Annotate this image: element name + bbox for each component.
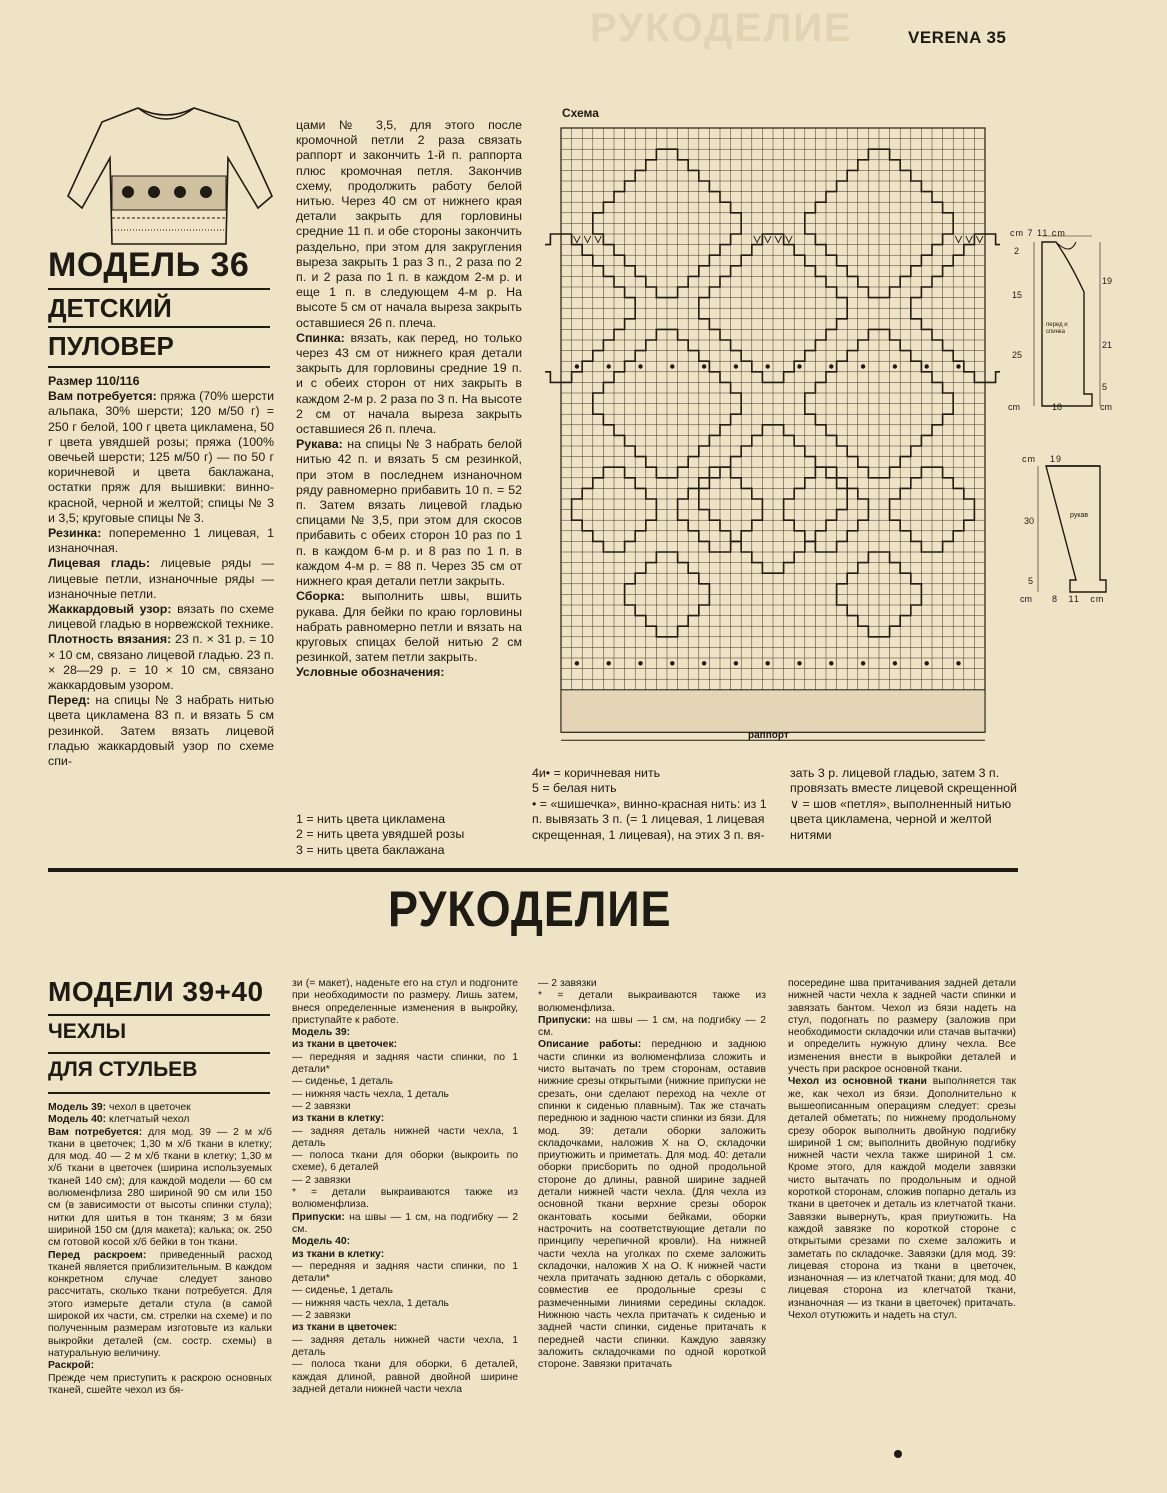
paragraph: [538, 990, 766, 1015]
paragraph-body: — 2 завязки: [292, 1174, 351, 1186]
paragraph-heading: из ткани в цветочек:: [292, 1322, 398, 1334]
dot-mark: [925, 364, 929, 368]
divider: [48, 326, 270, 328]
legend-line: 2 = нить цвета увядшей розы: [296, 827, 465, 842]
paragraph-heading: Сборка:: [296, 589, 345, 604]
front-dim-left-15: 15: [1012, 290, 1023, 300]
paragraph: [48, 526, 274, 556]
paragraph-body: — задняя деталь нижней части чехла, 1 деталь: [292, 1334, 518, 1358]
dot-mark: [607, 661, 611, 665]
paragraph: [292, 1126, 518, 1151]
dot-mark: [797, 661, 801, 665]
front-dim-left-25: 25: [1012, 350, 1023, 360]
dot-mark: [956, 661, 960, 665]
paragraph-body: посередине шва притачивания задней детали нижней части чехла к задней части спинки и завязать бантом. Чехол из бязи надеть на стул, подогнать по размеру (заложив при необходимости складочки или стачав вытачки) и определить нужную длину чехла. Все изменения внести в выкройки деталей и учесть при раскрое основной ткани.: [788, 978, 1016, 1076]
model39-text-col1: [48, 1102, 272, 1397]
sleeve-dim-left-5: 5: [1028, 576, 1034, 586]
legend-line: ∨ = шов «петля», выполненный нитью цвета цикламена, черной и желтой нитями: [790, 796, 1012, 842]
paragraph-body: вязать, как перед, но только через 43 см от нижнего края детали закрыть для горловины средние 19 п. и с обеих сторон от них закрыть в каждом 2-м р. 2 раза по 3 п. На высоте 2 см от начала выреза закрыть оставшиеся 26 п. плеча.: [296, 330, 522, 437]
v-mark: [754, 236, 761, 243]
dot-mark: [638, 364, 642, 368]
paragraph-body: приведенный расход тканей является приблизительным. В каждом конкретном случае следует заново рассчитать, сколько ткани потребуется. Для этого измерьте детали стула (в самой широкой их части, см. стрелки на схеме) и по полученным размерам изготовьте из кальки выкройки деталей (см. состр. схемы) в натуральную величину.: [48, 1249, 272, 1359]
divider: [48, 288, 270, 290]
paragraph-body: цами № 3,5, для этого после кромочной петли 2 раза связать раппорт и закончить 1-й п. раппорта плюс кромочная петля. Закончив схему, продолжить работу белой нитью. Через 40 см от нижнего края детали закрыть для горловины средние 11 п. и обе стороны закончить раздельно, при этом для закругления выреза закрыть 1 раз 3 п., 2 раза по 2 п. и 2 раза по 1 п. в каждом 2-м р. и еще 1 п. в следующем 4-м р. На высоте 5 см от начала выреза закрыть оставшиеся 26 п. плеча.: [296, 118, 522, 330]
paragraph: [48, 1360, 272, 1372]
dot-mark: [861, 661, 865, 665]
legend-col2: [296, 812, 536, 858]
paragraph: [48, 389, 274, 526]
sleeve-dim-bottom: 8 11 cm: [1052, 594, 1105, 604]
sleeve-piece-label: рукав: [1070, 512, 1089, 519]
paragraph: [292, 1298, 518, 1310]
legend-col4: [790, 766, 1022, 843]
dot-mark: [893, 364, 897, 368]
legend-line: 4и• = коричневая нить: [532, 766, 661, 780]
front-dim-right-cm: cm: [1100, 402, 1112, 412]
paragraph: [292, 1285, 518, 1297]
paragraph-heading: Жаккардовый узор:: [48, 602, 172, 617]
paragraph-body: на швы — 1 см, на подгибку — 2 см.: [538, 1014, 766, 1039]
front-dim-left-2: 2: [1014, 246, 1020, 256]
paragraph-body: выполняется так же, как чехол из бязи. Дополнительно к вышеописанным операциям следует: срезы деталей обметать; по нижнему продольному срезу оборок выполнить двойную подгибку шириной 1 см; выполнить двойную подгибку нижней части чехла также шириной 1 см. Кроме этого, для каждой модели завязки чисто вытачать по продольным и одной короткой сторонам, сложив попарно деталь из ткани в цветочек и деталь из клетчатой ткани. Завязки вывернуть, края приутюжить. На каждой завязке по короткой стороне с открытыми срезами по схеме заложить и заметать по складочке. Завязки (для мод. 39: лицевая сторона из ткани в цветочек, изнаночная — из клетчатой ткани; для мод. 40 лицевая сторона из клетчатой ткани, изнаночная — из ткани в цветочек) притачать. Чехол отутюжить и надеть на стул.: [788, 1076, 1016, 1322]
paragraph: [48, 602, 274, 632]
dot-mark: [956, 364, 960, 368]
paragraph-body: переднюю и заднюю части спинки из волюменфлиза сложить и чисто вытачать по трем сторонам, оставив нижние срезы открытыми (нижние припуски не срезать, они сделают переход на чехле от спинки к сиденью плавным). Так же стачать переднюю и заднюю части спинки из бязи. Для мод. 39: детали оборки заложить складочками, наложив X на O, складочки приутюжить и приметать. Для мод. 40: детали оборки присборить по одной продольной стороне до длины, равной ширине задней детали нижней части чехла. (Для чехла из основной ткани верхние срезы оборок окантовать косыми бейками, оборки настрочить на соответствующие детали по принципу черепичной кровли). На нижней части чехла на уголках по схеме заложить складочки, наложив X на O. К нижней части чехла притачать заднюю деталь с оборками, совместив ее продольные срезы с размеченными линиями середины складок. Нижнюю часть чехла притачать к сиденью и задней части спинки, сиденье притачать к передней части спинки. Каждую завязку заложить складочками по одной короткой стороне. Завязки притачать: [538, 1039, 766, 1371]
dot-mark: [893, 661, 897, 665]
paragraph-heading: Перед:: [48, 693, 91, 708]
model39-text-col2: [292, 978, 518, 1396]
model39-subtitle1: ЧЕХЛЫ: [48, 1020, 127, 1043]
paragraph: [292, 1322, 518, 1334]
legend-col3: [532, 766, 772, 843]
model39-title: МОДЕЛИ 39+40: [48, 976, 264, 1007]
paragraph: [48, 1114, 272, 1126]
paragraph: [48, 632, 274, 693]
dot-mark: [670, 661, 674, 665]
paragraph-heading: Размер 110/116: [48, 374, 140, 388]
v-mark: [764, 236, 771, 243]
v-mark: [584, 236, 591, 243]
paragraph-heading: Припуски:: [292, 1211, 345, 1223]
v-mark: [775, 236, 782, 243]
paragraph: [292, 1359, 518, 1396]
legend-line: • = «шишечка», винно-красная нить: из 1 п. вывязать 3 п. (= 1 лицевая, 1 лицевая скрещенная, 1 лицевая), на этих 3 п. вя-: [532, 796, 767, 842]
paragraph: [292, 1089, 518, 1101]
paragraph-body: на швы — 1 см, на подгибку — 2 см.: [292, 1211, 518, 1235]
paragraph-body: — сиденье, 1 деталь: [292, 1285, 393, 1297]
paragraph-body: — полоса ткани для оборки, 6 деталей, каждая длиной, равной двойной ширине задней детали нижней части чехла: [292, 1359, 518, 1395]
front-piece-label: перед и спинка: [1046, 322, 1068, 335]
divider: [48, 1052, 270, 1054]
paragraph-heading: из ткани в клетку:: [292, 1113, 385, 1125]
paragraph: [48, 1373, 272, 1398]
divider: [48, 1092, 270, 1094]
paragraph-body: для мод. 39 — 2 м х/б ткани в цветочек; 1,30 м х/б ткани в клетку; для мод. 40 — 2 м х/б ткани в клетку; 1,30 м х/б ткани в цветочек (ширина используемых тканей 140 см); для каждой модели — 60 см волюменфлиза 280 шириной 90 см или 150 см (в зависимости от высоты спинки стула); нитки для шитья в тон тканям; 3 м бязи шириной 150 см (для макета); калька; ок. 250 см готовой косой х/б бейки в тон ткани.: [48, 1126, 272, 1249]
paragraph: [292, 1150, 518, 1175]
paragraph-heading: Лицевая гладь:: [48, 556, 151, 571]
paragraph: [538, 1015, 766, 1040]
paragraph: [48, 1250, 272, 1361]
section-title: РУКОДЕЛИЕ: [388, 881, 672, 937]
sleeve-dim-left-30: 30: [1024, 516, 1035, 526]
model36-title: МОДЕЛЬ 36: [48, 246, 250, 284]
front-dim-top: cm 7 11 cm: [1010, 228, 1066, 238]
paragraph: [296, 589, 522, 665]
paragraph: [292, 1310, 518, 1322]
dot-mark: [702, 661, 706, 665]
paragraph: [292, 1052, 518, 1077]
scheme-rapport-label: раппорт: [748, 730, 789, 741]
paragraph: [296, 665, 522, 680]
dot-mark: [638, 661, 642, 665]
paragraph-heading: Модель 40:: [292, 1236, 351, 1248]
paragraph-heading: Рукава:: [296, 437, 343, 452]
paragraph: [296, 118, 522, 331]
paragraph-heading: из ткани в цветочек:: [292, 1039, 398, 1051]
paragraph: [788, 978, 1016, 1076]
paragraph-body: вязать по схеме лицевой гладью в норвежской технике.: [48, 602, 274, 632]
v-mark: [966, 236, 973, 243]
legend-line: зать 3 р. лицевой гладью, затем 3 п. провязать вместе лицевой скрещенной: [790, 766, 1017, 796]
model36-subtitle2: ПУЛОВЕР: [48, 331, 174, 361]
paragraph: [292, 1335, 518, 1360]
paragraph-body: — 2 завязки: [292, 1100, 351, 1112]
end-bullet-icon: [894, 1450, 902, 1458]
model39-text-col3: [538, 978, 766, 1372]
paragraph-body: чехол в цветочек: [106, 1102, 191, 1113]
paragraph: [292, 978, 518, 1027]
knitting-scheme-chart: [545, 120, 1000, 754]
paragraph-heading: Спинка:: [296, 330, 345, 345]
paragraph-body: — полоса ткани для оборки (выкроить по схеме), 6 деталей: [292, 1150, 518, 1174]
paragraph-heading: Модель 39:: [48, 1102, 107, 1113]
paragraph-body: зи (= макет), наденьте его на стул и подгоните при необходимости по размеру. Лишь затем, внеся определенные изменения в выкройку, приступайте к работе.: [292, 978, 518, 1026]
sleeve-dim-left-cm: cm: [1020, 594, 1032, 604]
paragraph: [292, 1187, 518, 1212]
paragraph: [788, 1076, 1016, 1322]
front-dim-bottom: 18: [1052, 402, 1063, 412]
paragraph: [292, 1027, 518, 1039]
dot-mark: [797, 364, 801, 368]
paragraph-body: — сиденье, 1 деталь: [292, 1076, 393, 1088]
front-dim-left-cm: cm: [1008, 402, 1020, 412]
paragraph-body: — задняя деталь нижней части чехла, 1 деталь: [292, 1125, 518, 1149]
dot-mark: [702, 364, 706, 368]
v-mark: [955, 236, 962, 243]
v-mark: [595, 236, 602, 243]
paragraph: [48, 556, 274, 602]
paragraph-heading: Вам потребуется:: [48, 389, 157, 404]
paragraph-heading: Раскрой:: [48, 1360, 95, 1372]
paragraph-body: — передняя и задняя части спинки, по 1 детали*: [292, 1051, 518, 1076]
paragraph-heading: из ткани в клетку:: [292, 1248, 385, 1260]
rib-band: [561, 690, 985, 732]
paragraph: [292, 1236, 518, 1248]
paragraph-body: пряжа (70% шерсти альпака, 30% шерсти; 120 м/50 г) = 250 г белой, 100 г цвета цикламена, 50 г цвета увядшей розы; пряжа (100% овечьей шерсти; 125 м/50 г) — по 50 г коричневой и цвета баклажана, остатки пряж для вышивки: винно-красной, черной и желтой; спицы № 3 и 3,5; круговые спицы № 3.: [48, 389, 275, 525]
paragraph-heading: Описание работы:: [538, 1039, 642, 1051]
front-dim-right-21: 21: [1102, 340, 1113, 350]
paragraph: [48, 1127, 272, 1250]
paragraph-heading: Перед раскроем:: [48, 1249, 147, 1261]
v-mark: [786, 236, 793, 243]
paragraph-body: на спицы № 3 набрать белой нитью 42 п. и вязать 5 см резинкой, при этом в последнем изнаночном ряду равномерно прибавить 10 п. = 52 п. Затем вязать лицевой гладью спицами № 3,5, при этом для скосов прибавить с обеих сторон 10 раз по 1 п. в каждом 6-м р. и 8 раз по 1 п. в каждом 4-м р. = 88 п. Через 35 см от нижнего края детали петли закрыть.: [296, 437, 522, 589]
dot-mark: [734, 364, 738, 368]
scheme-title: Схема: [562, 106, 599, 120]
divider: [48, 1014, 270, 1016]
paragraph-body: — 2 завязки: [292, 1310, 351, 1322]
paragraph: [538, 1039, 766, 1371]
paragraph-body: — 2 завязки: [538, 978, 597, 989]
dot-mark: [766, 661, 770, 665]
paragraph-heading: Плотность вязания:: [48, 632, 172, 647]
paragraph-body: выполнить швы, вшить рукава. Для бейки по краю горловины набрать равномерно петли и вязать на круговых спицах белой нитью 2 см резинкой, затем петли закрыть.: [296, 589, 522, 665]
paragraph: [538, 978, 766, 990]
paragraph-body: — передняя и задняя части спинки, по 1 детали*: [292, 1260, 518, 1285]
paragraph-body: Прежде чем приступить к раскрою основных тканей, сшейте чехол из бя-: [48, 1372, 272, 1396]
paragraph-body: на спицы № 3 набрать нитью цвета цикламена 83 п. и вязать 5 см резинкой. Затем вязать лицевой гладью жаккардовый узор по схеме спи-: [48, 693, 274, 769]
dot-mark: [734, 661, 738, 665]
paragraph-heading: Модель 39:: [292, 1027, 351, 1039]
paragraph: [292, 1261, 518, 1286]
paragraph: [296, 437, 522, 589]
paragraph-heading: Припуски:: [538, 1014, 591, 1026]
paragraph-body: лицевые ряды — лицевые петли, изнаночные ряды — изнаночные петли.: [48, 556, 274, 601]
page-header: VERENA 35: [908, 28, 1007, 47]
paragraph-heading: Модель 40:: [48, 1114, 107, 1126]
front-dim-right-19: 19: [1102, 276, 1113, 286]
paragraph: [292, 1101, 518, 1113]
dot-mark: [670, 364, 674, 368]
model39-text-col4: [788, 978, 1016, 1322]
section-divider: [48, 868, 1018, 872]
paragraph-body: 23 п. × 31 р. = 10 × 10 см, связано лицевой гладью. 23 п. × 28—29 р. = 10 × 10 см, связано жаккардовым узором.: [48, 632, 274, 693]
paragraph: [292, 1076, 518, 1088]
paragraph-body: попеременно 1 лицевая, 1 изнаночная.: [48, 526, 274, 556]
paragraph: [296, 331, 522, 437]
dot-mark: [829, 661, 833, 665]
paragraph-heading: Вам потребуется:: [48, 1126, 143, 1138]
sleeve-dim-top: cm 19: [1022, 454, 1063, 464]
paragraph-heading: Резинка:: [48, 526, 102, 541]
v-mark: [574, 236, 581, 243]
dot-mark: [861, 364, 865, 368]
paragraph: [292, 1175, 518, 1187]
dot-mark: [575, 364, 579, 368]
model36-text-col1: [48, 374, 274, 769]
paragraph: [48, 374, 274, 389]
paragraph-body: * = детали выкраиваются также из волюменфлиза.: [538, 990, 766, 1014]
model36-subtitle1: ДЕТСКИЙ: [48, 293, 172, 323]
paragraph-body: клетчатый чехол: [106, 1114, 190, 1126]
model36-text-col2: [296, 118, 522, 681]
paragraph: [292, 1249, 518, 1261]
paragraph: [292, 1113, 518, 1125]
legend-line: 3 = нить цвета баклажана: [296, 842, 445, 857]
dot-mark: [766, 364, 770, 368]
paragraph-body: * = детали выкраиваются также из волюменфлиза.: [292, 1187, 518, 1211]
legend-line: 1 = нить цвета цикламена: [296, 812, 446, 826]
front-dim-right-5: 5: [1102, 382, 1108, 392]
dot-mark: [575, 661, 579, 665]
paragraph-heading: Чехол из основной ткани: [788, 1076, 927, 1088]
paragraph-heading: Условные обозначения:: [296, 665, 445, 680]
ghost-header: РУКОДЕЛИЕ: [590, 6, 853, 50]
v-mark: [976, 236, 983, 243]
model39-subtitle2: ДЛЯ СТУЛЬЕВ: [48, 1058, 198, 1081]
paragraph: [292, 1212, 518, 1237]
legend-line: 5 = белая нить: [532, 781, 617, 796]
paragraph-body: — нижняя часть чехла, 1 деталь: [292, 1297, 449, 1309]
paragraph: [292, 1039, 518, 1051]
dot-mark: [829, 364, 833, 368]
dot-mark: [607, 364, 611, 368]
sweater-illustration: [66, 100, 276, 248]
paragraph: [48, 1102, 272, 1114]
paragraph-body: — нижняя часть чехла, 1 деталь: [292, 1088, 449, 1100]
paragraph: [48, 693, 274, 769]
dot-mark: [925, 661, 929, 665]
divider: [48, 366, 270, 368]
